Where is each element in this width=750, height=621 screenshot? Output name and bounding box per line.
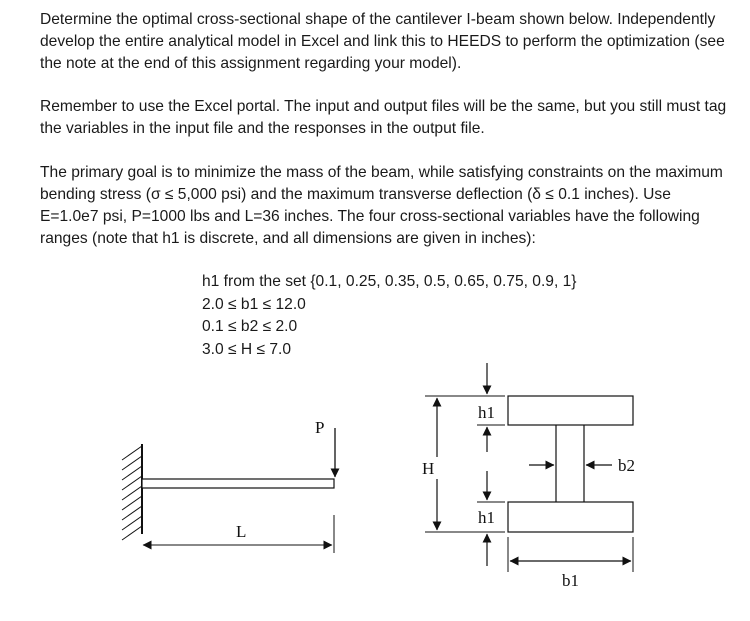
length-label: L: [236, 522, 247, 541]
height-label: H: [422, 459, 435, 478]
intro-paragraph: Determine the optimal cross-sectional shape of the cantilever I-beam shown below. Independently develop the entire analytical model in Excel and link this to HEEDS to perform the optimization (see the note at the end of this assignment regarding your model).: [40, 11, 725, 72]
top-flange-thickness-label: h1: [478, 403, 495, 422]
range-h1: h1 from the set {0.1, 0.25, 0.35, 0.5, 0.65, 0.75, 0.9, 1}: [202, 273, 577, 290]
i-beam-cross-section: [421, 363, 635, 590]
range-b2: 0.1 ≤ b2 ≤ 2.0: [202, 318, 298, 335]
bottom-flange-thickness-label: h1: [478, 508, 495, 527]
range-b1: 2.0 ≤ b1 ≤ 12.0: [202, 295, 306, 313]
wall-hatching: [122, 446, 142, 540]
beam: [142, 479, 334, 488]
cantilever-diagram: [122, 418, 335, 553]
flange-width-label: b1: [562, 571, 579, 590]
range-H: 3.0 ≤ H ≤ 7.0: [202, 340, 292, 358]
load-label: P: [315, 418, 325, 437]
web-thickness-label: b2: [618, 456, 635, 475]
excel-portal-paragraph: Remember to use the Excel portal. The input and output files will be the same, but you still must tag the variables in the input file and the responses in the output file.: [40, 98, 727, 137]
goal-paragraph: The primary goal is to minimize the mass of the beam, while satisfying constraints on the maximum bending stress (σ ≤ 5,000 psi) and the maximum transverse deflection (δ ≤ 0.1 inches). Use E=1.0e7 psi, P=1000 lbs and L=36 inches. The four cross-sectional variables have the following ranges (note that h1 is discrete, and all dimensions are given in inches):: [40, 164, 723, 247]
top-flange: [508, 396, 633, 425]
bottom-flange: [508, 502, 633, 532]
